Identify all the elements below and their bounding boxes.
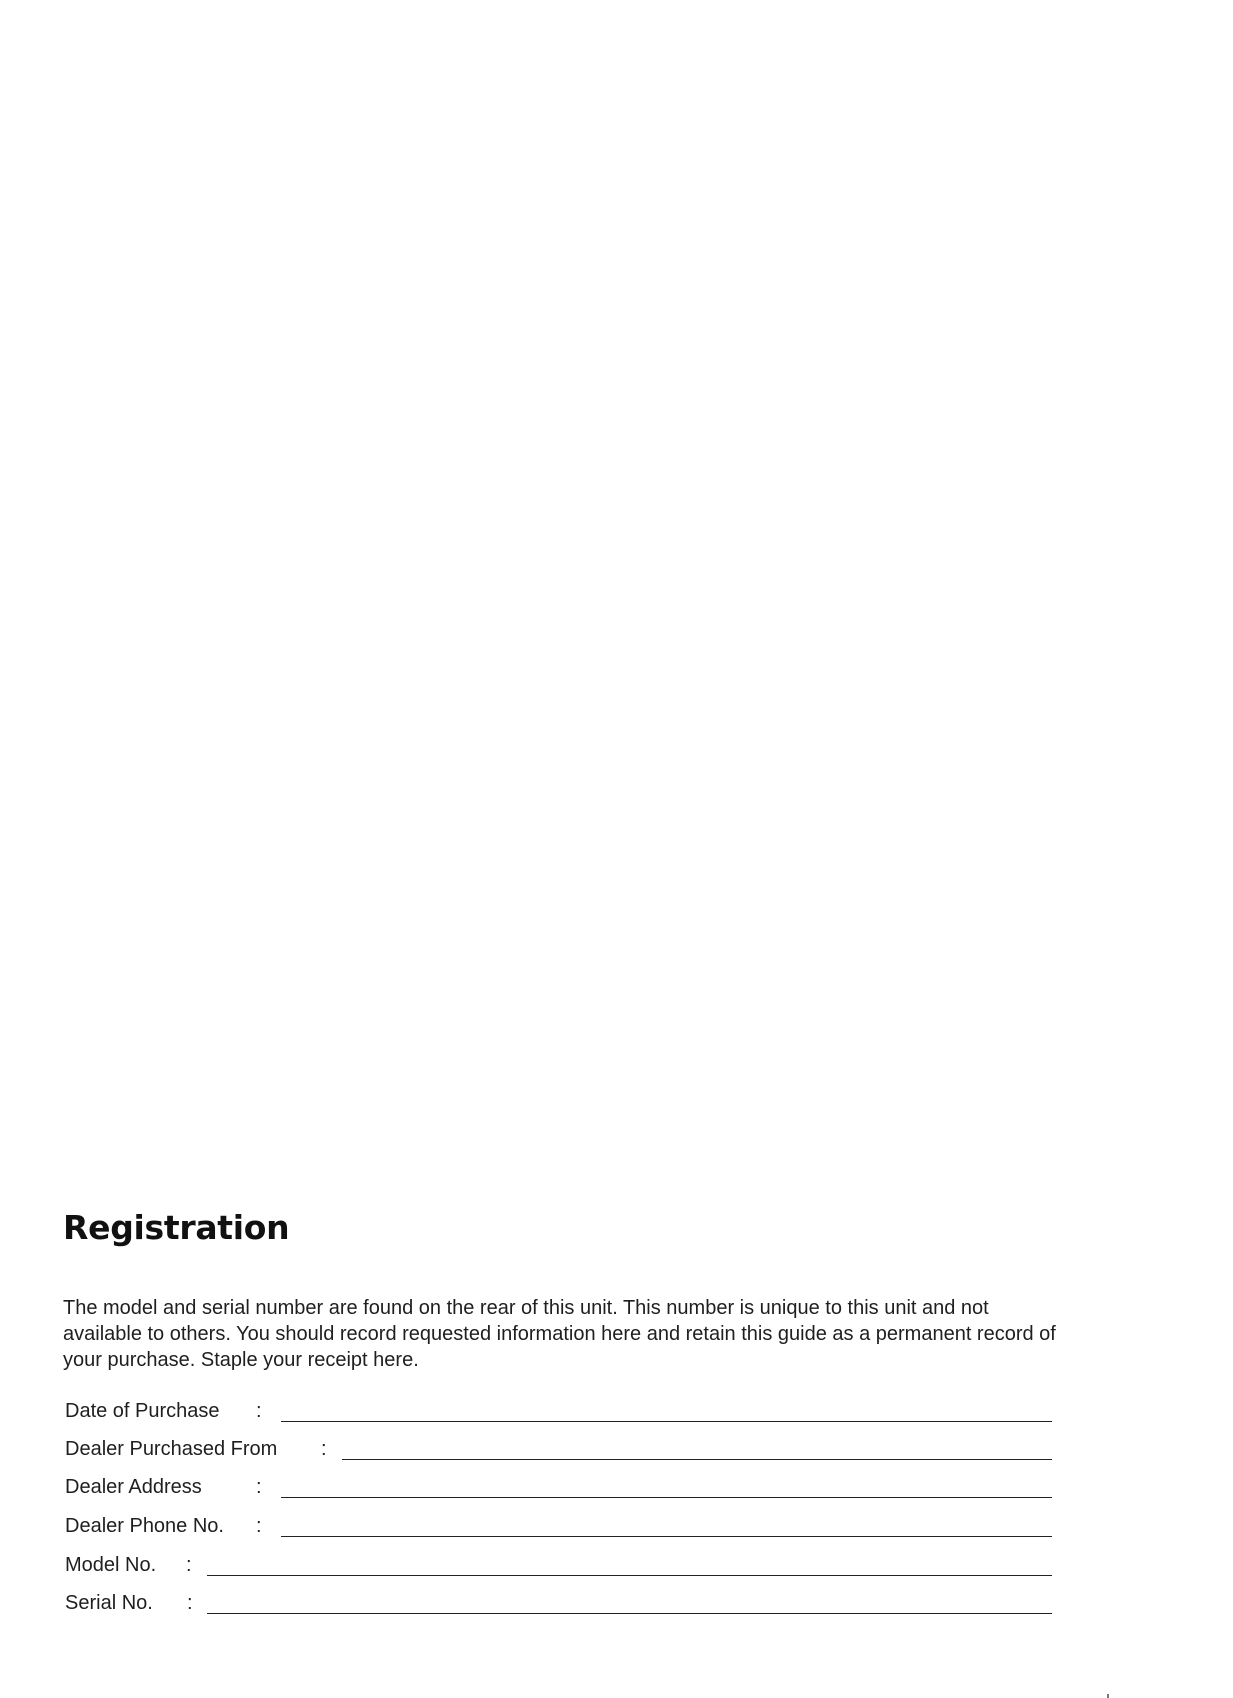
dealer-address-label: Dealer Address: [65, 1476, 202, 1498]
dealer-purchased-from-field[interactable]: [342, 1436, 1052, 1460]
dealer-address-field[interactable]: [281, 1474, 1052, 1498]
dealer-phone-field[interactable]: [281, 1513, 1052, 1537]
dealer-phone-label: Dealer Phone No.: [65, 1515, 224, 1537]
date-of-purchase-field[interactable]: [281, 1398, 1052, 1422]
date-of-purchase-label: Date of Purchase: [65, 1400, 220, 1422]
serial-no-colon: :: [187, 1592, 193, 1614]
serial-no-row: [65, 1590, 1052, 1620]
serial-no-label: Serial No.: [65, 1592, 153, 1614]
model-no-colon: :: [186, 1554, 192, 1576]
registration-intro-text: The model and serial number are found on the rear of this unit. This number is unique to this unit and not available to others. You should record requested information here and retain this guide as a permanent record of your purchase. Staple your receipt here.: [63, 1297, 1056, 1371]
registration-heading: Registration: [63, 1208, 290, 1247]
model-no-label: Model No.: [65, 1554, 157, 1576]
dealer-phone-colon: :: [256, 1515, 262, 1537]
model-no-field[interactable]: [207, 1552, 1052, 1576]
dealer-purchased-from-row: [65, 1436, 1052, 1466]
dealer-phone-row: [65, 1513, 1052, 1543]
model-no-row: [65, 1552, 1052, 1582]
date-of-purchase-row: [65, 1398, 1052, 1428]
dealer-purchased-from-label: Dealer Purchased From: [65, 1438, 278, 1460]
dealer-purchased-from-colon: :: [321, 1438, 327, 1460]
dealer-address-colon: :: [256, 1476, 262, 1498]
page-corner-mark: [1107, 1694, 1109, 1698]
serial-no-field[interactable]: [207, 1590, 1052, 1614]
date-of-purchase-colon: :: [256, 1400, 262, 1422]
dealer-address-row: [65, 1474, 1052, 1504]
